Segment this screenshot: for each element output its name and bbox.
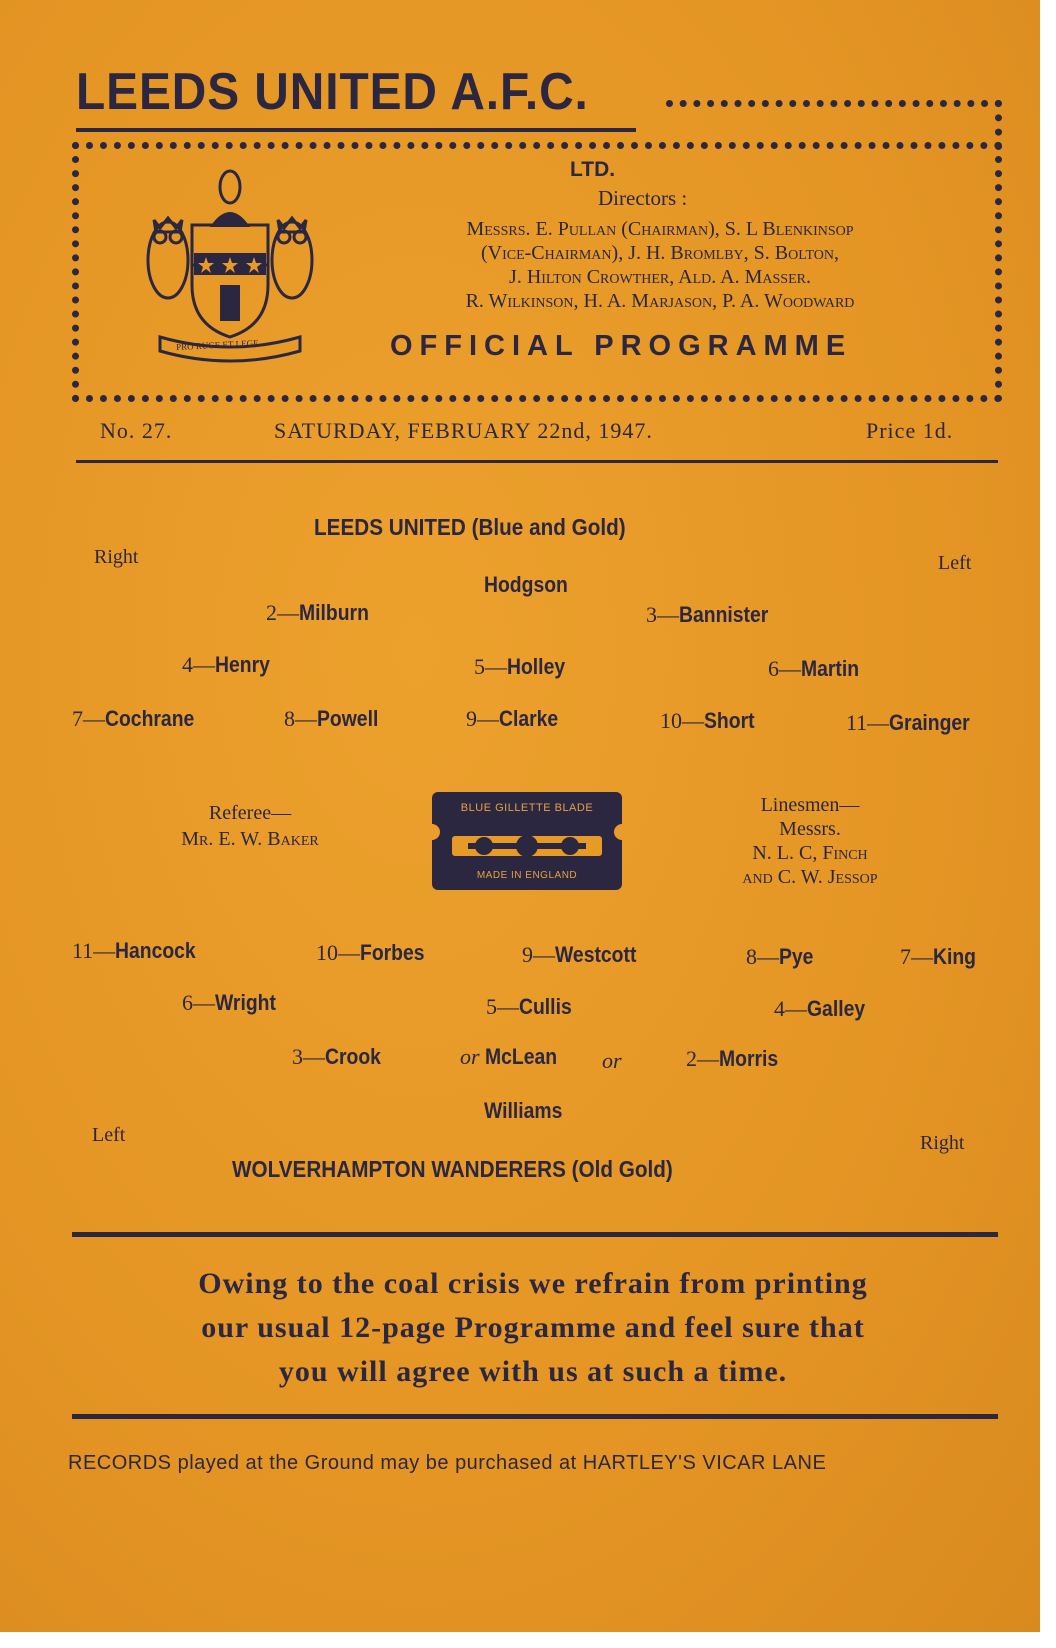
home-player: 6—Martin (768, 656, 860, 681)
home-player: 7—Cochrane (72, 706, 195, 731)
away-left-label: Left (92, 1124, 126, 1146)
directors-line: R. Wilkinson, H. A. Marjason, P. A. Woodward (465, 290, 855, 312)
match-date: SATURDAY, FEBRUARY 22nd, 1947. (274, 418, 653, 443)
issue-number: No. 27. (100, 418, 173, 443)
referee-name: Mr. E. W. Baker (181, 828, 319, 850)
away-player: 7—King (900, 944, 977, 969)
title-underline (76, 128, 636, 132)
records-advert: RECORDS played at the Ground may be purchased at HARTLEY'S VICAR LANE (68, 1452, 827, 1474)
away-player: 11—Hancock (72, 938, 196, 963)
away-player: 3—Crook (292, 1044, 381, 1069)
home-player: 2—Milburn (266, 600, 369, 625)
directors-line: (Vice-Chairman), J. H. Bromlby, S. Bolton, (480, 242, 840, 264)
home-player: 11—Grainger (846, 710, 970, 735)
linesman-name: N. L. C, Finch (752, 842, 868, 864)
referee-label: Referee— (208, 802, 292, 824)
crest-motto: PRO RUGE ET LEGE (175, 337, 259, 353)
linesman-name: and C. W. Jessop (742, 866, 878, 888)
directors-line: Messrs. E. Pullan (Chairman), S. L Blenkinsop (466, 218, 854, 240)
home-left-label: Left (938, 552, 972, 574)
divider (72, 1414, 998, 1419)
home-goalkeeper: Hodgson (484, 572, 568, 597)
away-team-name: WOLVERHAMPTON WANDERERS (Old Gold) (232, 1156, 673, 1182)
home-player: 9—Clarke (466, 706, 559, 731)
divider (72, 1232, 998, 1237)
frame-border-top (666, 100, 1002, 107)
notice-line: Owing to the coal crisis we refrain from printing (198, 1267, 868, 1300)
away-right-label: Right (920, 1132, 965, 1154)
directors-line: J. Hilton Crowther, Ald. A. Masser. (509, 266, 811, 288)
advert-blade (428, 788, 626, 896)
advert-bottom-text: MADE IN ENGLAND (476, 870, 578, 881)
away-player: 2—Morris (686, 1046, 779, 1071)
advert-top-text: BLUE GILLETTE BLADE (460, 802, 594, 814)
directors-label: Directors : (598, 186, 688, 210)
price: Price 1d. (866, 418, 954, 443)
or-separator: or (602, 1048, 622, 1073)
away-player: or McLean (460, 1044, 558, 1069)
linesmen-label: Linesmen— (760, 794, 860, 816)
away-player: 8—Pye (746, 944, 814, 969)
linesmen-messrs: Messrs. (779, 818, 841, 840)
home-team-name: LEEDS UNITED (Blue and Gold) (314, 514, 626, 540)
divider (76, 460, 998, 463)
away-player: 6—Wright (182, 990, 276, 1015)
notice-line: our usual 12-page Programme and feel sure that (201, 1311, 865, 1344)
notice-line: you will agree with us at such a time. (278, 1355, 788, 1388)
home-player: 10—Short (660, 708, 755, 733)
club-crest-icon (130, 165, 330, 365)
away-player: 10—Forbes (316, 940, 425, 965)
ltd-label: LTD. (570, 158, 616, 181)
home-player: 4—Henry (182, 652, 270, 677)
home-player: 3—Bannister (646, 602, 769, 627)
official-programme-label: OFFICIAL PROGRAMME (390, 330, 853, 362)
home-player: 8—Powell (284, 706, 379, 731)
away-player: 4—Galley (774, 996, 866, 1021)
home-player: 5—Holley (474, 654, 566, 679)
home-right-label: Right (94, 546, 139, 568)
coal-crisis-notice (68, 1262, 998, 1394)
away-player: 9—Westcott (522, 942, 637, 967)
away-player: 5—Cullis (486, 994, 572, 1019)
away-goalkeeper: Williams (484, 1098, 563, 1123)
club-title: LEEDS UNITED A.F.C. (76, 63, 589, 121)
